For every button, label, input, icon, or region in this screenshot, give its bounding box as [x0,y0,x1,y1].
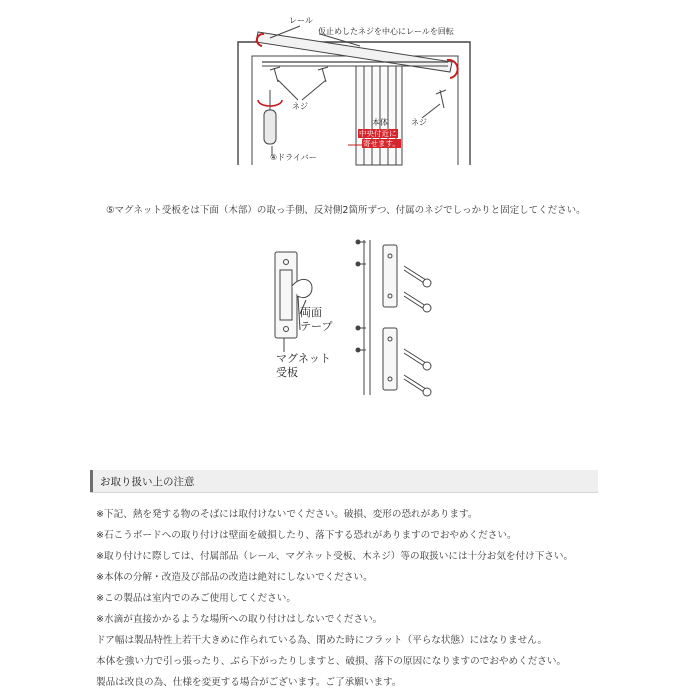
center-label-line1: 中央付近に [359,129,397,138]
center-label-line2: 寄せます。 [363,139,400,148]
screw-label-right: ネジ [411,118,427,127]
caution-item: ※本体の分解・改造及び部品の改造は絶対にしないでください。 [96,572,373,583]
caution-title: お取り扱い上の注意 [100,476,195,488]
header-accent-bar [90,470,93,492]
caution-item: ※取り付けに際しては、付属部品（レール、マグネット受板、木ネジ）等の取扱いには十分お気を付け下さい。 [96,551,574,562]
caution-list [96,504,616,693]
caution-item: ドア幅は製品特性上若干大きめに作られている為、閉めた時にフラット（平らな状態）にはなりません。 [96,635,548,646]
caution-section-header [90,470,598,493]
body-label: 本体 [372,118,388,127]
driver-label: ④ドライバー [270,153,317,162]
step-5-instruction: ⑤マグネット受板をは下面（木部）の取っ手側、反対側2箇所ずつ、付属のネジでしっかりと固定してください。 [106,205,586,216]
screw-label-left: ネジ [292,102,308,111]
magnet-plate-label-line1: マグネット [276,352,331,365]
caution-item: ※水滴が直接かかるような場所への取り付けはしないでください。 [96,614,383,625]
rotate-instruction-label: 仮止めしたネジを中心にレールを回転 [318,27,454,36]
double-sided-tape-label-line2: テープ [300,320,333,333]
caution-item: ※石こうボードへの取り付けは壁面を破損したり、落下する恐れがありますのでおやめください。 [96,530,517,541]
caution-item: 製品は改良の為、仕様を変更する場合がございます。ご了承願います。 [96,677,402,688]
caution-item: 本体を強い力で引っ張ったり、ぶら下がったりしますと、破損、落下の原因になりますのでおやめください。 [96,656,567,667]
caution-item: ※下記、熱を発する物のそばには取付けないでください。破損、変形の恐れがあります。 [96,509,478,520]
rail-label: レール [289,16,313,25]
magnet-plate-label-line2: 受板 [276,366,298,379]
caution-item: ※この製品は室内でのみご使用してください。 [96,593,296,604]
double-sided-tape-label-line1: 両面 [300,306,322,319]
